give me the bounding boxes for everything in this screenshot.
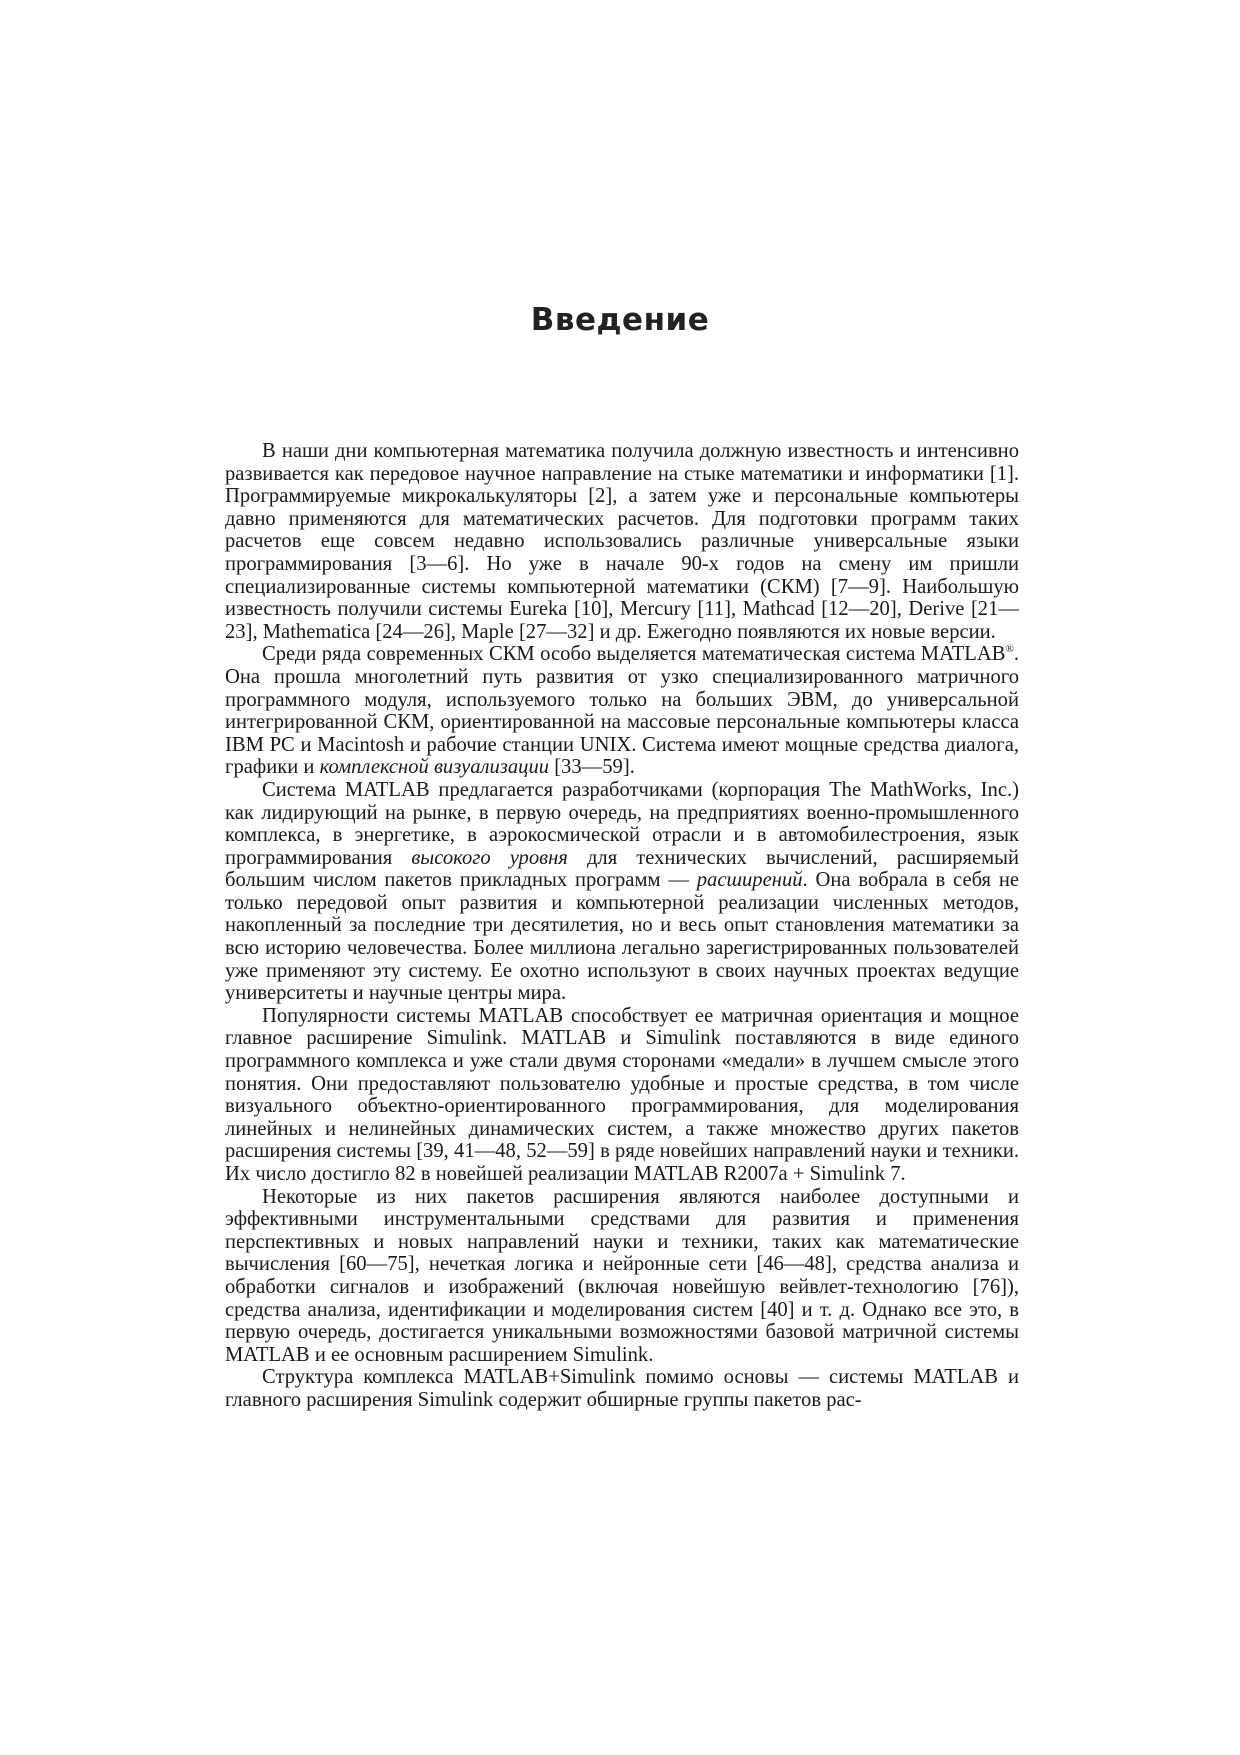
paragraph (225, 1366, 1019, 1411)
paragraph (225, 643, 1019, 779)
emphasized-term: высокого уровня (411, 846, 568, 869)
text-run: Система MATLAB предлагается разработчиками (корпорация The MathWorks, Inc.) как лидирующий на рынке, в первую очередь, на предприятиях военно-промышленного комплекса, в энергетике, в аэрокосмической отрасли и в автомобилестроения, язык программирования (225, 778, 1019, 869)
emphasized-term: расширений (696, 869, 803, 892)
text-run: Некоторые из них пакетов расширения являются наиболее доступными и эффективными инструментальными средствами для развития и применения перспективных и новых направлений науки и техники, таких как математические вычисления [60—75], нечеткая логика и нейронные сети [46—48], средства анализа и обработки сигналов и изображений (включая новейшую вейвлет-технологию [76]), средства анализа, идентификации и моделирования систем [40] и т. д. Однако все это, в первую очередь, достигается уникальными возможностями базовой матричной системы MATLAB и ее основным расширением Simulink. (225, 1185, 1019, 1366)
text-run: . Она вобрала в себя не только передовой опыт развития и компьютерной реализации численных методов, накопленный за последние три десятилетия, но и весь опыт становления математики за всю историю человечества. Более миллиона легально зарегистрированных пользователей уже применяют эту систему. Ее охотно используют в своих научных проектах ведущие университеты и научные центры мира. (225, 869, 1019, 1005)
paragraph (225, 779, 1019, 1005)
text-run: Структура комплекса MATLAB+Simulink помимо основы — системы MATLAB и главного расширения Simulink содержит обширные группы пакетов рас- (225, 1366, 1019, 1411)
paragraph (225, 1005, 1019, 1186)
paragraph (225, 440, 1019, 643)
text-run: для технических вычислений, расширяемый большим числом пакетов прикладных программ — (225, 846, 1019, 892)
emphasized-term: комплексной визуализации (319, 756, 550, 779)
text-run: В наши дни компьютерная математика получила должную известность и интенсивно развивается как передовое научное направление на стыке математики и информатики [1]. Программируемые микрокалькуляторы [2], а затем уже и персональные компьютеры давно применяются для математических расчетов. Для подготовки программ таких расчетов еще совсем недавно использовались различные универсальные языки программирования [3—6]. Но уже в начале 90-х годов на смену им пришли специализированные системы компьютерной математики (СКМ) [7—9]. Наибольшую известность получили системы Eureka [10], Mercury [11], Mathcad [12—20], Derive [21—23], Mathematica [24—26], Maple [27—32] и др. Ежегодно появляются их новые версии. (225, 440, 1019, 643)
registered-mark: ® (1005, 643, 1014, 656)
text-run: Среди ряда современных СКМ особо выделяется математическая система MATLAB (262, 643, 1006, 666)
text-run: Популярности системы MATLAB способствует ее матричная ориентация и мощное главное расширение Simulink. MATLAB и Simulink поставляются в виде единого программного комплекса и уже стали двумя сторонами «медали» в лучшем смысле этого понятия. Они предоставляют пользователю удобные и простые средства, в том числе визуального объектно-ориентированного программирования, для моделирования линейных и нелинейных динамических систем, а также множество других пакетов расширения системы [39, 41—48, 52—59] в ряде новейших направлений науки и техники. Их число достигло 82 в новейшей реализации MATLAB R2007a + Simulink 7. (225, 1004, 1019, 1185)
text-run: [33—59]. (549, 756, 635, 779)
page-title: Введение (530, 302, 710, 338)
paragraph (225, 1186, 1019, 1367)
text-run: . Она прошла многолетний путь развития от узко специализированного матричного программного модуля, используемого только на больших ЭВМ, до универсальной интегрированной СКМ, ориентированной на массовые персональные компьютеры класса IBM PC и Macintosh и рабочие станции UNIX. Система имеют мощные средства диалога, графики и (225, 643, 1019, 779)
body-text (225, 440, 1019, 1412)
